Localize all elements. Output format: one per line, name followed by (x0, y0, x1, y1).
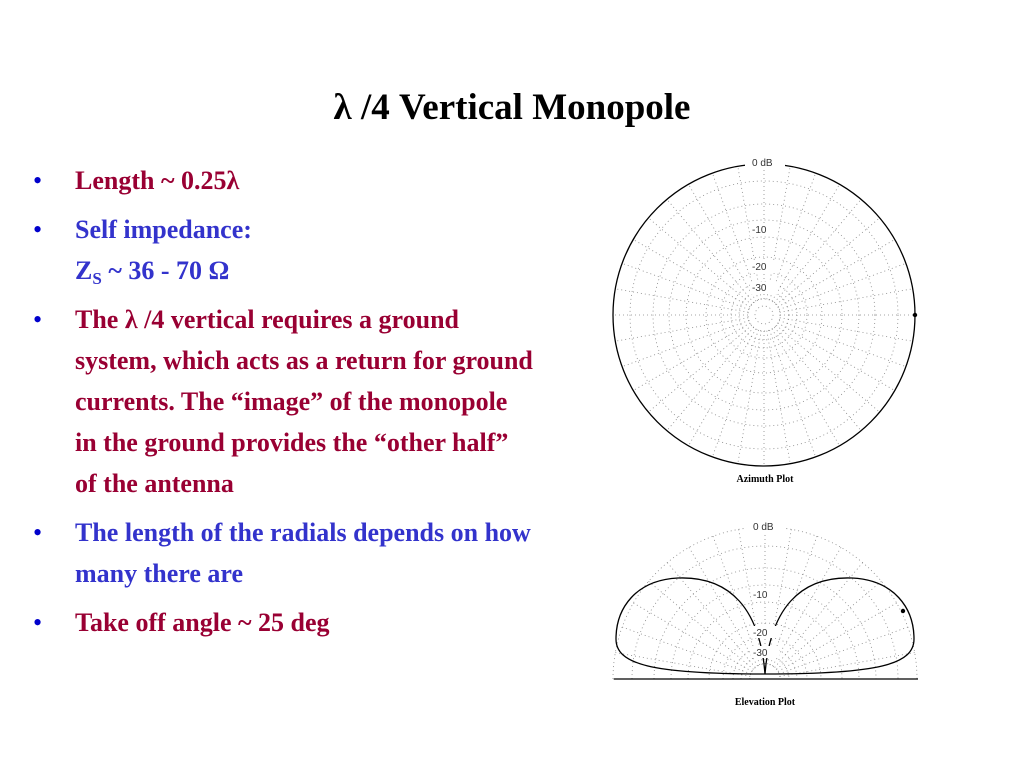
azimuth-plot-graphic (600, 152, 930, 472)
impedance-subscript: S (92, 269, 102, 288)
bullet-dot: • (33, 305, 43, 334)
elevation-ring-label-0: 0 dB (753, 522, 774, 533)
elevation-caption: Elevation Plot (734, 697, 796, 708)
bullet-dot: • (33, 518, 43, 547)
bullet-takeoff-angle-text: Take off angle ~ 25 deg (75, 608, 330, 637)
elevation-marker (901, 609, 905, 613)
bullet-ground-system (33, 299, 533, 504)
elevation-ring-label-3: -30 (753, 648, 768, 659)
bullet-dot: • (33, 608, 43, 637)
bullet-impedance (33, 209, 533, 291)
azimuth-plot (600, 152, 930, 472)
azimuth-grid (613, 164, 915, 466)
azimuth-caption: Azimuth Plot (736, 474, 794, 485)
bullet-radials-text: The length of the radials depends on how many there are (75, 518, 531, 588)
bullet-dot: • (33, 215, 43, 244)
azimuth-ring-label-3: -30 (752, 283, 767, 294)
azimuth-pattern (613, 164, 915, 466)
azimuth-ring-label-2: -20 (752, 262, 767, 273)
elevation-ring-label-2: -20 (753, 628, 768, 639)
azimuth-marker (913, 313, 917, 317)
bullet-dot: • (33, 166, 43, 195)
bullet-impedance-line1: Self impedance: (75, 215, 252, 244)
elevation-plot (600, 514, 930, 689)
bullet-radials (33, 512, 533, 594)
slide-title: λ /4 Vertical Monopole (333, 87, 691, 128)
bullet-takeoff-angle (33, 602, 533, 643)
elevation-ring-label-1: -10 (753, 590, 768, 601)
azimuth-ring-label-1: -10 (752, 225, 767, 236)
bullet-list (33, 160, 533, 651)
impedance-range: ~ 36 - 70 Ω (101, 256, 230, 285)
bullet-length-text: Length ~ 0.25λ (75, 166, 240, 195)
bullet-length (33, 160, 533, 201)
bullet-ground-system-text: The λ /4 vertical requires a ground system, which acts as a return for ground currents. The “image” of the monopole in the ground provides the “other half” of the antenna (75, 305, 533, 498)
impedance-symbol: Z (75, 256, 93, 285)
elevation-plot-graphic (600, 514, 930, 689)
azimuth-ring-label-0: 0 dB (752, 158, 773, 169)
